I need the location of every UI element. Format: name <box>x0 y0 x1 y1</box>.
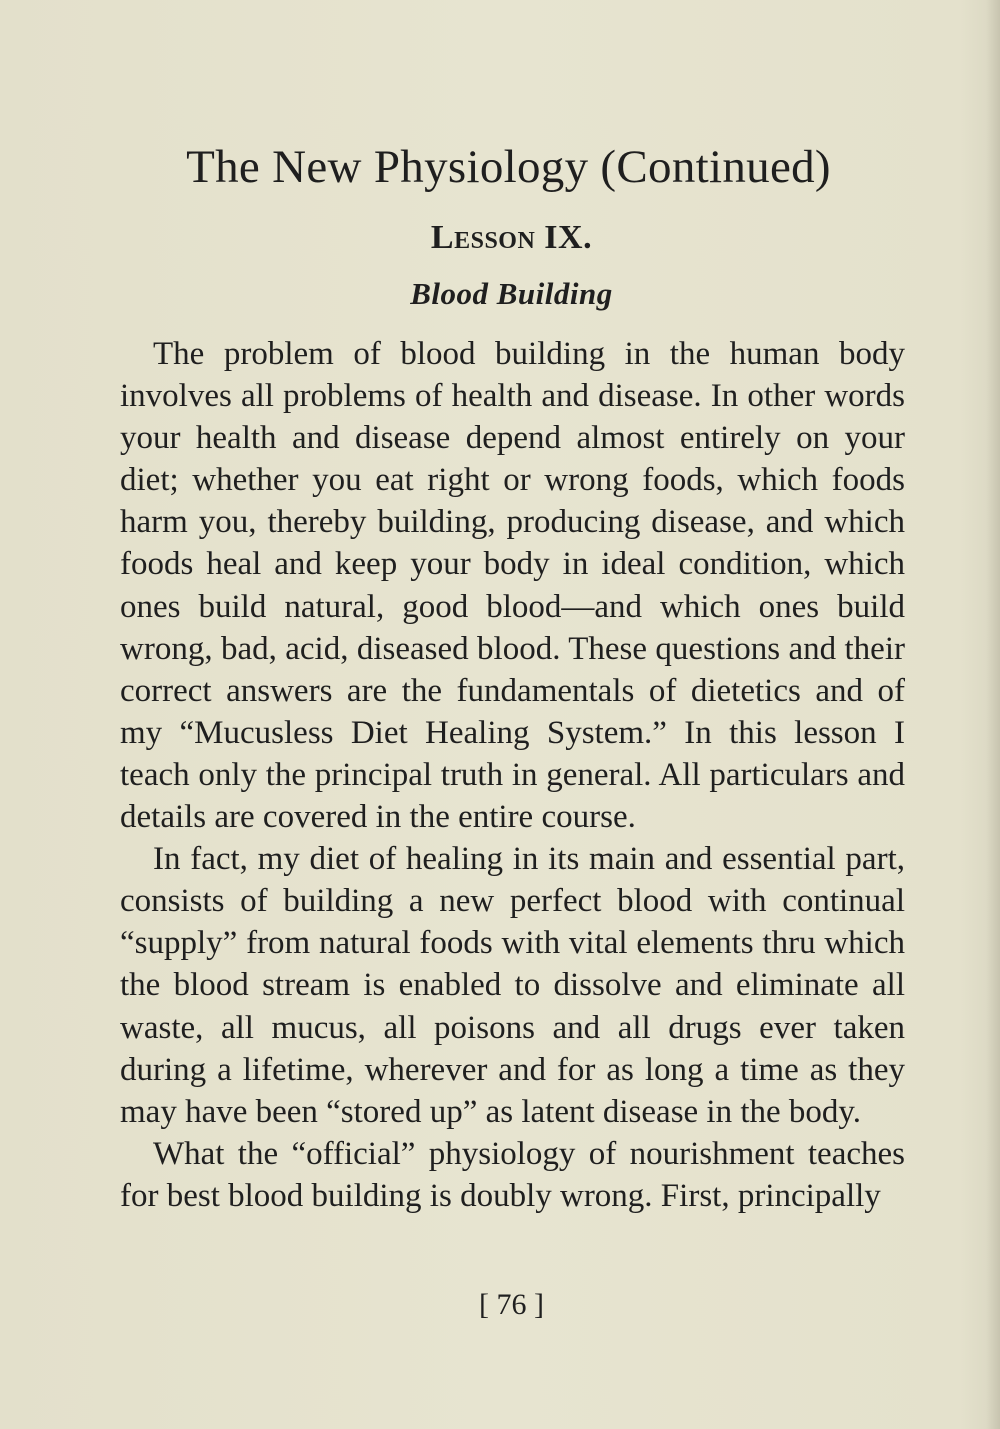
chapter-title: The New Physiology (Continued) <box>186 141 831 193</box>
paragraph: In fact, my diet of healing in its main and essential part, consists of building a new perfect blood with continual “supply” from natural foods with vital elements thru which the blood stream is enabled to dissolve and eliminate all waste, all mucus, all poisons and all drugs ever taken during a lifetime, wherever and for as long a time as they may have been “stored up” as latent disease in the body. <box>120 841 905 1130</box>
lesson-heading: Lesson IX. <box>430 219 593 256</box>
paragraph: The problem of blood building in the human body involves all problems of health and disease. In other words your health and disease depend almost entirely on your diet; whether you eat right or wrong foods, which foods harm you, thereby building, producing disease, and which foods heal and keep your body in ideal condition, which ones build natural, good blood—and which ones build wrong, bad, acid, diseased blood. These questions and their correct answers are the fundamentals of dietetics and of my “Mucusless Diet Healing System.” In this lesson I teach only the principal truth in general. All particulars and details are covered in the entire course. <box>120 336 905 836</box>
page-number: [ 76 ] <box>479 1288 544 1321</box>
body-text <box>120 333 905 1217</box>
section-title: Blood Building <box>410 276 613 311</box>
page-edge-shadow <box>986 0 1000 1429</box>
paragraph: What the “official” physiology of nourishment teaches for best blood building is doubly wrong. First, principally <box>120 1135 905 1214</box>
